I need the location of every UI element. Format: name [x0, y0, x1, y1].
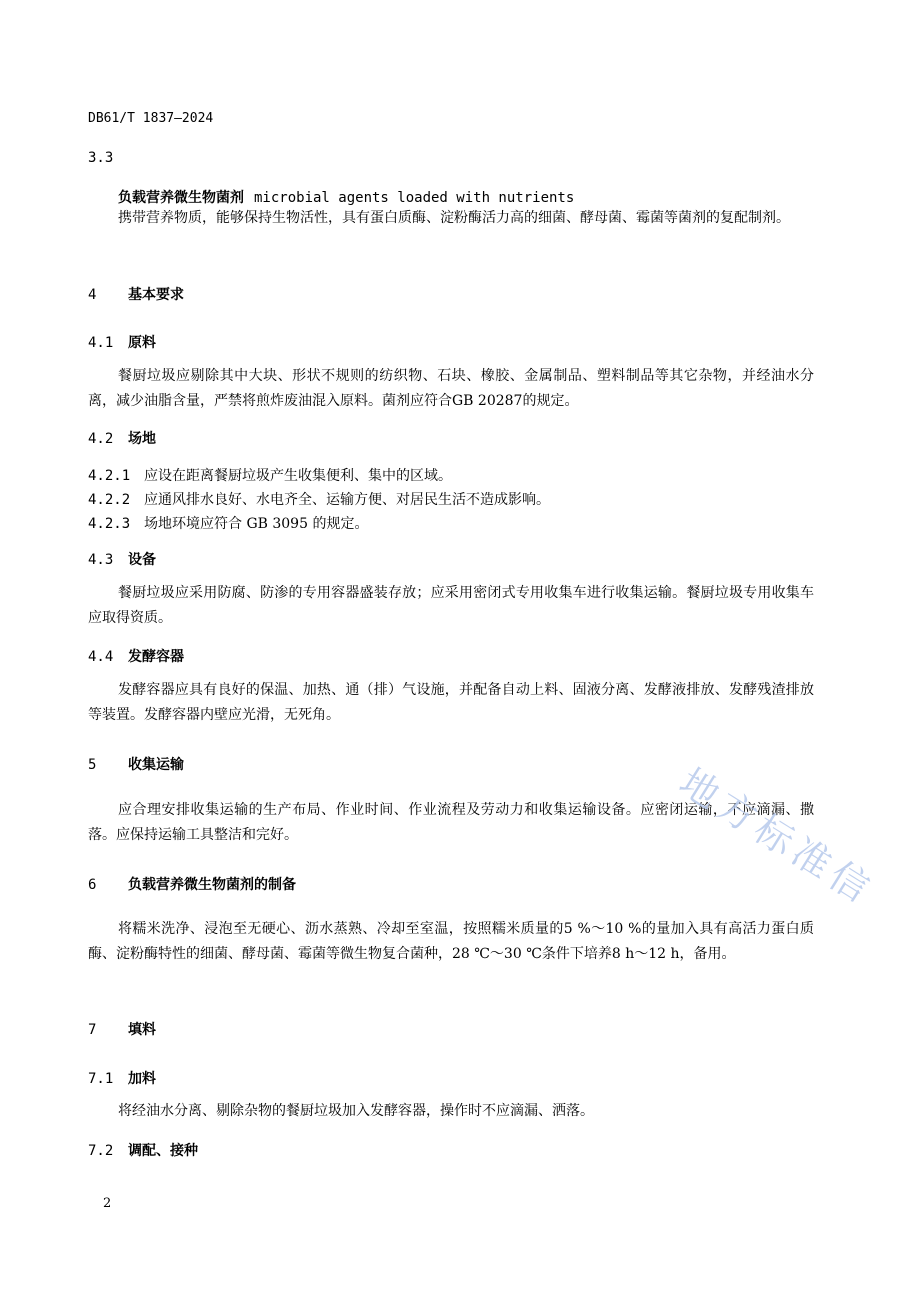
document-code: DB61/T 1837—2024 — [88, 111, 214, 126]
section-7-1-text: 将经油水分离、剔除杂物的餐厨垃圾加入发酵容器，操作时不应滴漏、洒落。 — [118, 1103, 594, 1119]
term-chinese: 负载营养微生物菌剂 — [118, 190, 244, 206]
section-6-heading: 6 负载营养微生物菌剂的制备 — [88, 877, 296, 893]
section-4-heading: 4 基本要求 — [88, 287, 184, 303]
section-4-2-3: 4.2.3 场地环境应符合 GB 3095 的规定。 — [88, 516, 369, 532]
section-4-1-text: 餐厨垃圾应剔除其中大块、形状不规则的纺织物、石块、橡胶、金属制品、塑料制品等其它杂物，并经油水分离，减少油脂含量，严禁将煎炸废油混入原料。菌剂应符合GB 20287的规定。 — [88, 368, 814, 409]
section-7-1-heading: 7.1 加料 — [88, 1071, 156, 1087]
section-7-heading: 7 填料 — [88, 1022, 156, 1038]
term-english: microbial agents loaded with nutrients — [254, 190, 575, 206]
section-4-2-1: 4.2.1 应设在距离餐厨垃圾产生收集便利、集中的区域。 — [88, 468, 452, 484]
section-7-2-heading: 7.2 调配、接种 — [88, 1143, 198, 1159]
section-4-1-heading: 4.1 原料 — [88, 335, 156, 351]
section-4-3-heading: 4.3 设备 — [88, 552, 156, 568]
clause-number-3-3: 3.3 — [88, 150, 114, 166]
section-4-2-heading: 4.2 场地 — [88, 431, 156, 447]
section-5-text: 应合理安排收集运输的生产布局、作业时间、作业流程及劳动力和收集运输设备。应密闭运输，不应滴漏、撒落。应保持运输工具整洁和完好。 — [88, 802, 814, 843]
section-4-3-text: 餐厨垃圾应采用防腐、防渗的专用容器盛装存放；应采用密闭式专用收集车进行收集运输。餐厨垃圾专用收集车应取得资质。 — [88, 585, 814, 626]
page-number: 2 — [103, 1196, 112, 1211]
term-definition: 携带营养物质，能够保持生物活性，具有蛋白质酶、淀粉酶活力高的细菌、酵母菌、霉菌等菌剂的复配制剂。 — [118, 210, 790, 226]
section-6-text: 将糯米洗净、浸泡至无硬心、沥水蒸熟、冷却至室温，按照糯米质量的5 %～10 %的量加入具有高活力蛋白质酶、淀粉酶特性的细菌、酵母菌、霉菌等微生物复合菌种，28 ℃～30 ℃条件下培养8 h～12 h，备用。 — [88, 921, 814, 962]
section-4-2-2: 4.2.2 应通风排水良好、水电齐全、运输方便、对居民生活不造成影响。 — [88, 492, 550, 508]
section-4-4-text: 发酵容器应具有良好的保温、加热、通（排）气设施，并配备自动上料、固液分离、发酵液排放、发酵残渣排放等装置。发酵容器内壁应光滑，无死角。 — [88, 682, 814, 723]
term-entry — [118, 187, 574, 207]
watermark: 地方标准信 — [671, 759, 882, 914]
section-5-heading: 5 收集运输 — [88, 757, 184, 773]
section-4-4-heading: 4.4 发酵容器 — [88, 649, 184, 665]
